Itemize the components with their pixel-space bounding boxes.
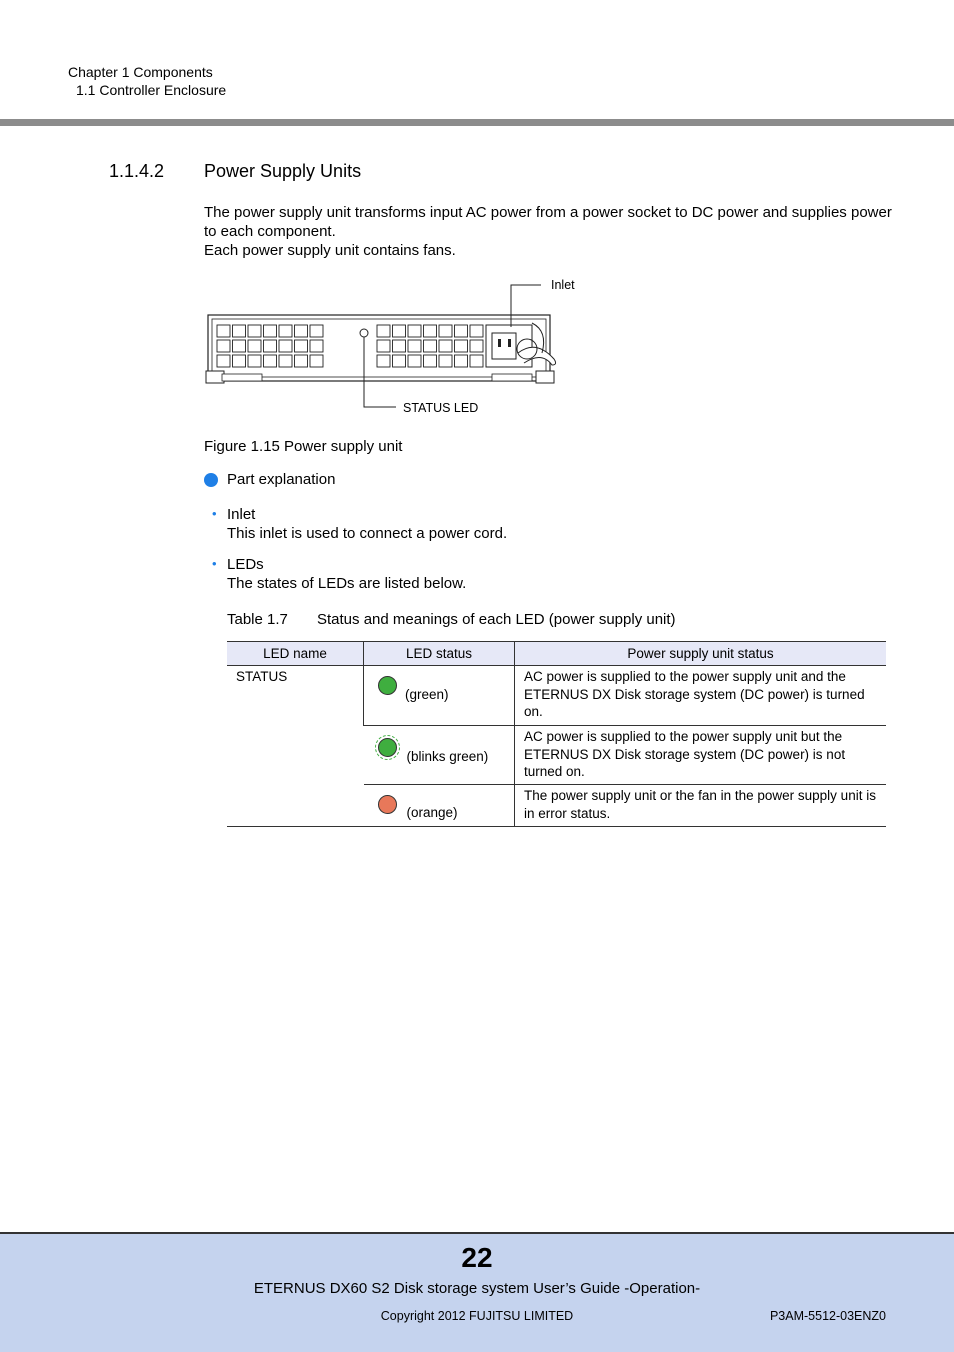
vent-slot: [424, 355, 437, 367]
vent-slot: [295, 355, 308, 367]
vent-slot: [439, 325, 452, 337]
vent-slot: [393, 355, 406, 367]
header-led-name: LED name: [227, 642, 364, 666]
vent-slot: [408, 325, 421, 337]
header-rule: [0, 119, 954, 126]
header-psu-status: Power supply unit status: [515, 642, 887, 666]
copyright: Copyright 2012 FUJITSU LIMITED: [380, 1309, 574, 1323]
vent-slot: [264, 340, 277, 352]
document-id: P3AM-5512-03ENZ0: [769, 1309, 886, 1323]
vent-slot: [295, 340, 308, 352]
running-header-section: 1.1 Controller Enclosure: [76, 82, 227, 98]
blinking-green-led-icon: [378, 738, 397, 757]
vent-slot: [439, 355, 452, 367]
vent-slot: [439, 340, 452, 352]
inlet-callout-label: Inlet: [551, 278, 575, 292]
vent-slot: [233, 340, 246, 352]
intro-paragraph-2: Each power supply unit contains fans.: [204, 242, 456, 259]
table-number: Table 1.7: [227, 611, 288, 628]
orange-led-icon: [378, 795, 397, 814]
bullet-icon: •: [212, 506, 217, 521]
led-status-cell: [364, 785, 515, 827]
status-led-callout-label: STATUS LED: [403, 401, 479, 415]
led-status-text: (orange): [406, 805, 458, 820]
vent-slot: [377, 325, 390, 337]
vent-slot: [408, 340, 421, 352]
item-text: The states of LEDs are listed below.: [227, 575, 467, 592]
green-led-icon: [378, 676, 397, 695]
vent-slot: [279, 325, 292, 337]
psu-status-cell: AC power is supplied to the power supply unit but the ETERNUS DX Disk storage system (DC power) is not turned on.: [515, 726, 887, 785]
table-header-row: [227, 642, 886, 666]
vent-slot: [470, 355, 483, 367]
blue-circle-bullet-icon: [204, 473, 218, 487]
table-row: [227, 666, 886, 726]
vent-slot: [424, 325, 437, 337]
vent-slot: [455, 340, 468, 352]
vent-slot: [248, 325, 261, 337]
vent-slot: [455, 325, 468, 337]
vent-slot: [310, 355, 323, 367]
list-item-leds: [227, 555, 466, 593]
item-title: Inlet: [227, 506, 256, 523]
table-title: Status and meanings of each LED (power supply unit): [317, 611, 676, 628]
intro-text: [204, 203, 894, 260]
vent-slot: [424, 340, 437, 352]
status-led-icon: [360, 329, 368, 337]
vent-slot: [217, 325, 230, 337]
document-title: ETERNUS DX60 S2 Disk storage system User’s Guide -Operation-: [253, 1280, 701, 1297]
item-text: This inlet is used to connect a power cord.: [227, 525, 508, 542]
fan-vent-left: [217, 325, 323, 367]
led-status-table: [227, 641, 886, 827]
vent-slot: [393, 325, 406, 337]
vent-slot: [264, 355, 277, 367]
vent-slot: [377, 340, 390, 352]
item-title: LEDs: [227, 556, 264, 573]
vent-slot: [470, 340, 483, 352]
section-number: 1.1.4.2: [109, 161, 165, 181]
vent-slot: [233, 355, 246, 367]
part-explanation-heading: [204, 471, 335, 488]
vent-slot: [455, 355, 468, 367]
vent-slot: [233, 325, 246, 337]
vent-slot: [248, 355, 261, 367]
vent-slot: [377, 355, 390, 367]
psu-status-cell: The power supply unit or the fan in the power supply unit is in error status.: [515, 785, 887, 827]
table-caption: [227, 611, 676, 628]
bullet-icon: •: [212, 556, 217, 571]
page-number: 22: [461, 1242, 493, 1273]
vent-slot: [217, 340, 230, 352]
list-item-inlet: [227, 505, 507, 543]
intro-paragraph-1: The power supply unit transforms input AC power from a power socket to DC power and supplies power to each component.: [204, 204, 892, 240]
led-status-text: (blinks green): [406, 749, 489, 764]
vent-slot: [310, 325, 323, 337]
part-explanation-label: Part explanation: [227, 471, 336, 488]
vent-slot: [279, 340, 292, 352]
vent-slot: [264, 325, 277, 337]
vent-slot: [295, 325, 308, 337]
figure-caption: Figure 1.15 Power supply unit: [204, 438, 403, 455]
vent-slot: [408, 355, 421, 367]
psu-status-cell: AC power is supplied to the power supply unit and the ETERNUS DX Disk storage system (DC power) is turned on.: [515, 666, 887, 726]
fan-vent-right: [377, 325, 483, 367]
led-status-cell: [364, 666, 515, 726]
vent-slot: [279, 355, 292, 367]
vent-slot: [393, 340, 406, 352]
vent-slot: [310, 340, 323, 352]
vent-slot: [470, 325, 483, 337]
vent-slot: [248, 340, 261, 352]
header-led-status: LED status: [364, 642, 515, 666]
led-status-text: (green): [405, 687, 449, 702]
power-supply-unit-figure: [200, 275, 580, 425]
vent-slot: [217, 355, 230, 367]
section-title: Power Supply Units: [204, 161, 362, 181]
running-header-chapter: Chapter 1 Components: [68, 64, 213, 80]
led-status-cell: [364, 726, 515, 785]
led-name-cell: STATUS: [227, 666, 364, 827]
